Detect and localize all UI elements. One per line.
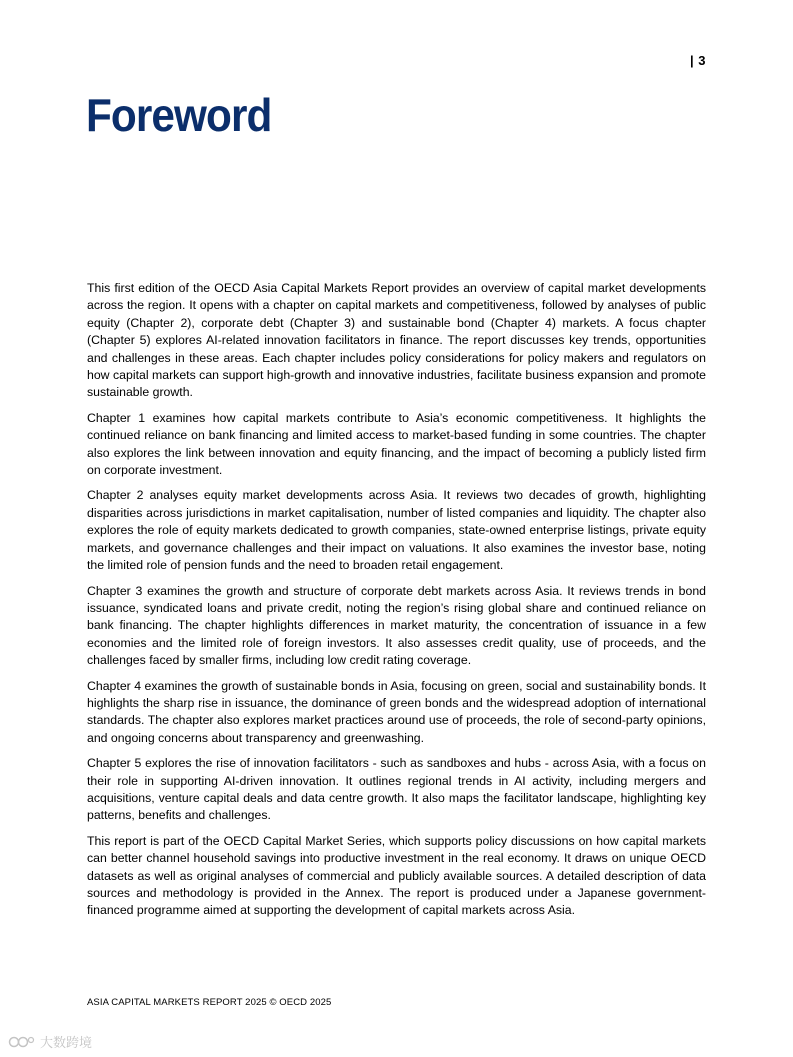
paragraph-chapter-2: Chapter 2 analyses equity market developments across Asia. It reviews two decades of growth, highlighting disparities across jurisdictions in market capitalisation, number of listed companies and liquidity. The chapter also explores the role of equity markets dedicated to growth companies, state-owned enterprise listings, private equity markets, and governance challenges and their impact on valuations. It also examines the investor base, noting the limited role of pension funds and the need to broaden retail engagement.	[87, 488, 706, 573]
paragraph-intro: This first edition of the OECD Asia Capital Markets Report provides an overview of capital market developments across the region. It opens with a chapter on capital markets and competitiveness, followed by analyses of public equity (Chapter 2), corporate debt (Chapter 3) and sustainable bond (Chapter 4) markets. A focus chapter (Chapter 5) explores AI-related innovation facilitators in finance. The report discusses key trends, opportunities and challenges in these areas. Each chapter includes policy considerations for policy makers and regulators on how capital markets can support high-growth and innovative industries, facilitate business expansion and promote sustainable growth.	[87, 281, 706, 400]
paragraph-chapter-3: Chapter 3 examines the growth and structure of corporate debt markets across Asia. It reviews trends in bond issuance, syndicated loans and private credit, noting the region’s rising global share and continued reliance on bank financing. The chapter highlights differences in market maturity, the concentration of issuance in a few economies and the limited role of foreign investors. It also assesses credit quality, use of proceeds, and the challenges faced by smaller firms, including low credit rating coverage.	[87, 583, 706, 668]
page-title: Foreword	[86, 89, 272, 141]
paragraph-chapter-5: Chapter 5 explores the rise of innovation facilitators - such as sandboxes and hubs - across Asia, with a focus on their role in supporting AI-driven innovation. It outlines regional trends in AI activity, including mergers and acquisitions, venture capital deals and data centre growth. It also maps the facilitator landscape, highlighting key patterns, benefits and challenges.	[87, 756, 706, 823]
paragraph-chapter-1: Chapter 1 examines how capital markets contribute to Asia’s economic competitiveness. It highlights the continued reliance on bank financing and limited access to market-based funding in some countries. The chapter also explores the link between innovation and equity financing, and the impact of becoming a publicly listed firm on corporate investment.	[87, 410, 706, 478]
watermark-text: 大数跨境	[40, 1036, 93, 1051]
page-footer: ASIA CAPITAL MARKETS REPORT 2025 © OECD 2025	[87, 997, 332, 1008]
paragraph-series: This report is part of the OECD Capital Market Series, which supports policy discussions on how capital markets can better channel household savings into productive investment in the real economy. It draws on unique OECD datasets as well as original analyses of commercial and publicly available sources. A detailed description of data sources and methodology is provided in the Annex. The report is produced under a Japanese government-financed programme aimed at supporting the development of capital markets across Asia.	[87, 833, 706, 918]
watermark	[8, 1032, 92, 1051]
foreword-body	[87, 280, 706, 928]
watermark-logo-icon	[8, 1035, 36, 1049]
paragraph-chapter-4: Chapter 4 examines the growth of sustainable bonds in Asia, focusing on green, social and sustainability bonds. It highlights the sharp rise in issuance, the dominance of green bonds and the widespread adoption of international standards. The chapter also explores market practices around use of proceeds, the role of second-party opinions, and ongoing concerns about transparency and greenwashing.	[87, 678, 706, 745]
page-number: | 3	[690, 53, 706, 68]
